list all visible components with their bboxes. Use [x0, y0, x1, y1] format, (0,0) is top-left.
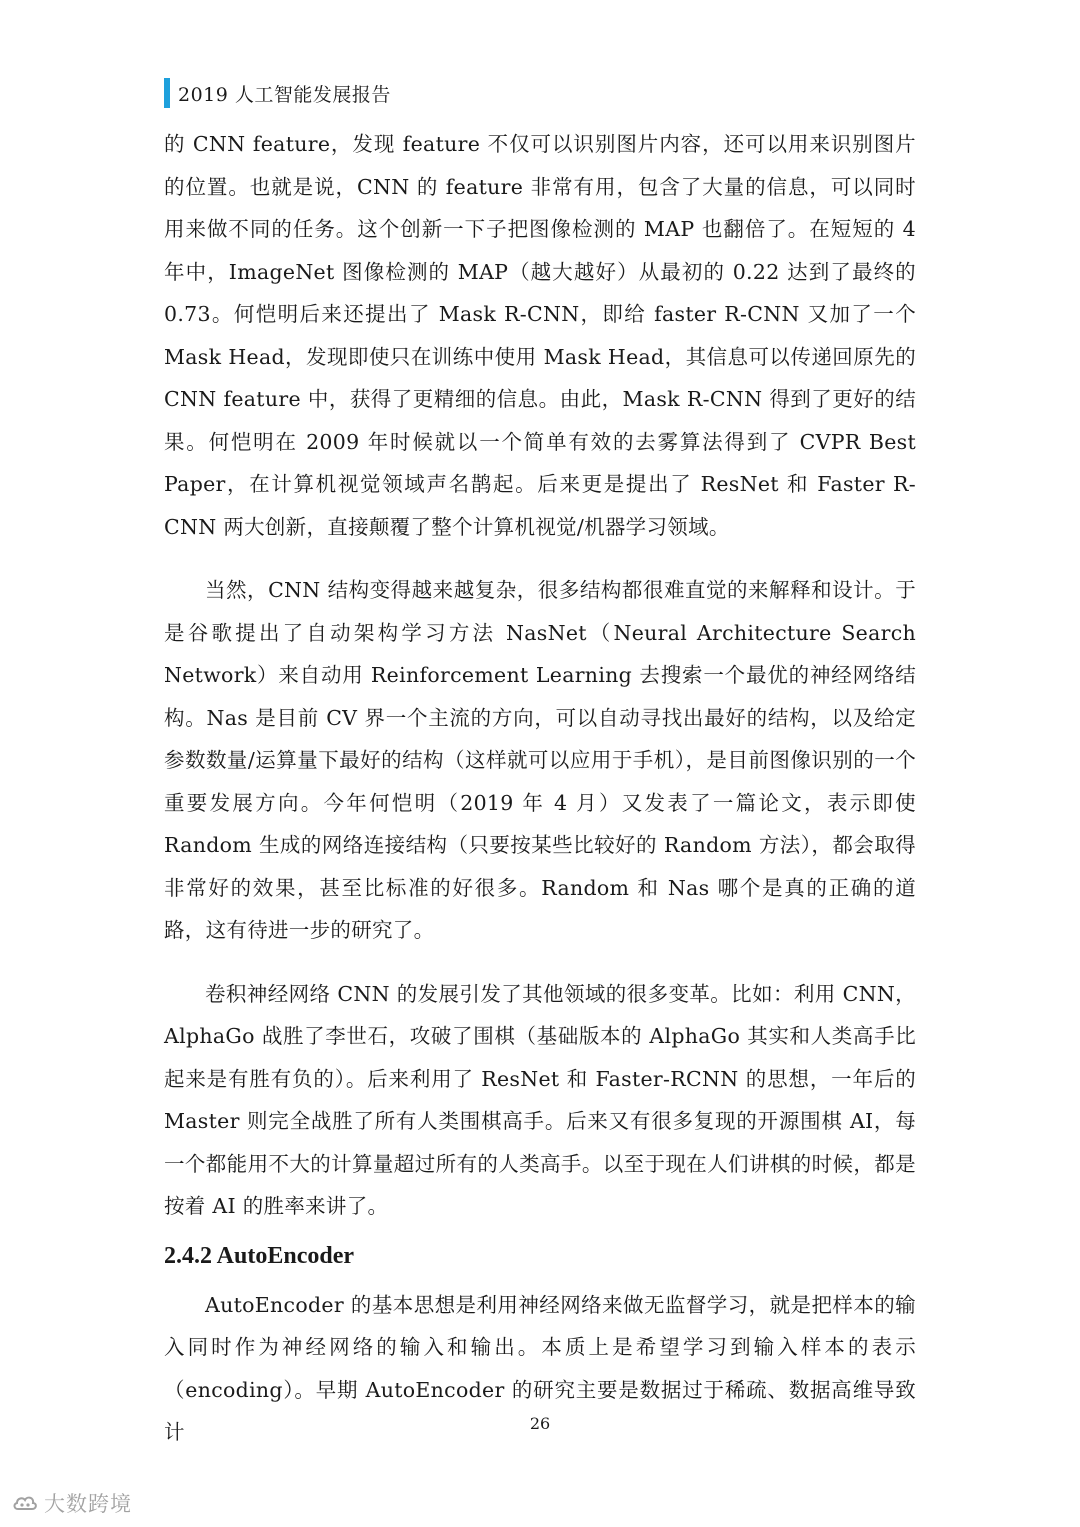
watermark-text: 大数跨境 [44, 1492, 132, 1516]
paragraph-autoencoder: AutoEncoder 的基本思想是利用神经网络来做无监督学习，就是把样本的输入同时作为神经网络的输入和输出。本质上是希望学习到输入样本的表示（encoding）。早期 AutoEncoder 的研究主要是数据过于稀疏、数据高维导致计 [164, 1292, 916, 1444]
page-header [164, 78, 391, 108]
header-title: 2019 人工智能发展报告 [178, 83, 391, 106]
header-accent-bar [164, 78, 170, 108]
page-number: 26 [529, 1414, 551, 1433]
paragraph-alphago: 卷积神经网络 CNN 的发展引发了其他领域的很多变革。比如：利用 CNN，AlphaGo 战胜了李世石，攻破了围棋（基础版本的 AlphaGo 其实和人类高手比起来是有胜有负的）。后来利用了 ResNet 和 Faster-RCNN 的思想，一年后的 Master 则完全战胜了所有人类围棋高手。后来又有很多复现的开源围棋 AI，每一个都能用不大的计算量超过所有的人类高手。以至于现在人们讲棋的时候，都是按着 AI 的胜率来讲了。 [164, 981, 916, 1218]
section-heading: 2.4.2 AutoEncoder [164, 1242, 355, 1269]
cloud-logo-icon [12, 1492, 38, 1514]
document-body [164, 123, 916, 1454]
paragraph-nasnet: 当然，CNN 结构变得越来越复杂，很多结构都很难直觉的来解释和设计。于是谷歌提出了自动架构学习方法 NasNet（Neural Architecture Search Network）来自动用 Reinforcement Learning 去搜索一个最优的神经网络结构。Nas 是目前 CV 界一个主流的方向，可以自动寻找出最好的结构，以及给定参数数量/运算量下最好的结构（这样就可以应用于手机），是目前图像识别的一个重要发展方向。今年何恺明（2019 年 4 月）又发表了一篇论文，表示即使 Random 生成的网络连接结构（只要按某些比较好的 Random 方法），都会取得非常好的效果，甚至比标准的好很多。Random 和 Nas 哪个是真的正确的道路，这有待进一步的研究了。 [164, 578, 916, 942]
paragraph-cnn-feature: 的 CNN feature，发现 feature 不仅可以识别图片内容，还可以用来识别图片的位置。也就是说，CNN 的 feature 非常有用，包含了大量的信息，可以同时用来做不同的任务。这个创新一下子把图像检测的 MAP 也翻倍了。在短短的 4 年中，ImageNet 图像检测的 MAP（越大越好）从最初的 0.22 达到了最终的 0.73。何恺明后来还提出了 Mask R-CNN，即给 faster R-CNN 又加了一个 Mask Head，发现即使只在训练中使用 Mask Head，其信息可以传递回原先的 CNN feature 中，获得了更精细的信息。由此，Mask R-CNN 得到了更好的结果。何恺明在 2009 年时候就以一个简单有效的去雾算法得到了 CVPR Best Paper，在计算机视觉领域声名鹊起。后来更是提出了 ResNet 和 Faster R-CNN 两大创新，直接颠覆了整个计算机视觉/机器学习领域。 [164, 132, 916, 539]
watermark [12, 1488, 132, 1518]
